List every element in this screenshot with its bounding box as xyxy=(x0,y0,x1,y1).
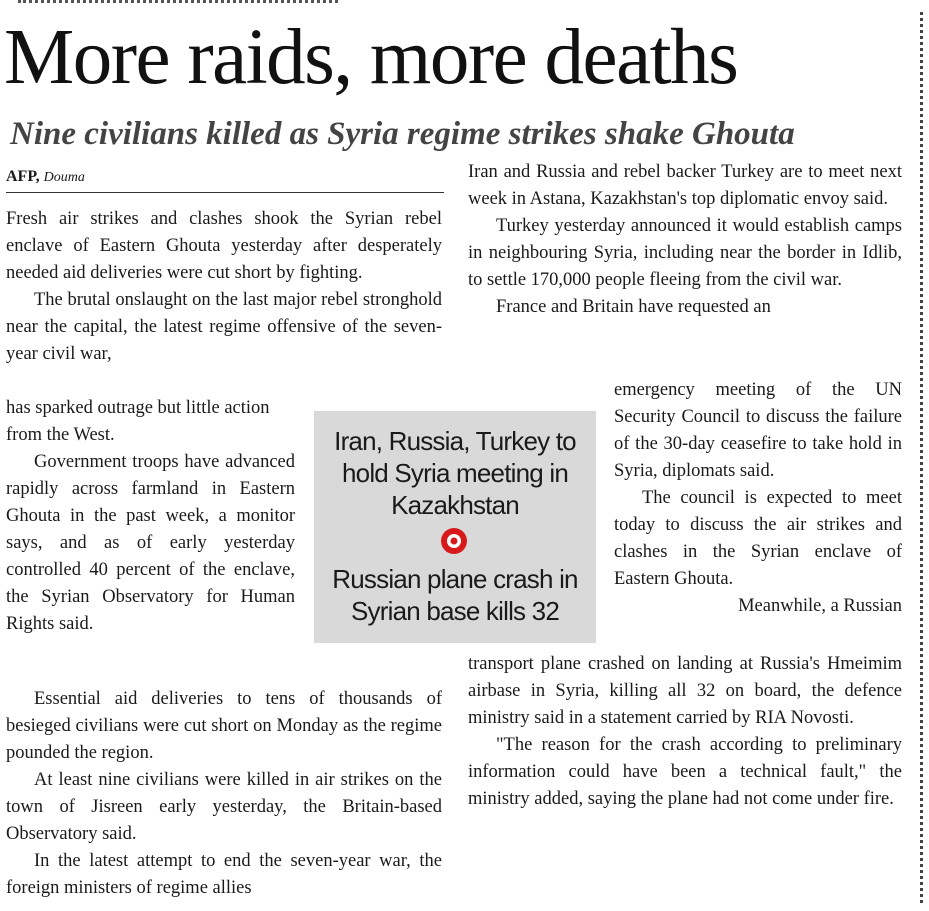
related-story-2[interactable]: Russian plane crash in Syrian base kills 32 xyxy=(332,564,578,626)
top-dotted-rule xyxy=(18,0,338,3)
paragraph: At least nine civilians were killed in air strikes on the town of Jisreen early yesterday, the Britain-based Observatory said. xyxy=(6,770,442,844)
paragraph: has sparked outrage but little action from the West. xyxy=(6,398,270,445)
target-icon xyxy=(439,526,469,556)
column-1-wrap xyxy=(6,395,295,638)
byline xyxy=(6,166,85,189)
paragraph: Meanwhile, a Russian xyxy=(738,596,902,616)
column-1-bottom xyxy=(6,686,442,902)
paragraph: "The reason for the crash according to preliminary information could have been a technical fault," the ministry added, saying the plane had not come under fire. xyxy=(468,735,902,809)
paragraph: emergency meeting of the UN Security Council to discuss the failure of the 30-day ceasefire to take hold in Syria, diplomats said. xyxy=(614,380,902,481)
paragraph: Turkey yesterday announced it would establish camps in neighbouring Syria, including near the border in Idlib, to settle 170,000 people fleeing from the civil war. xyxy=(468,216,902,290)
paragraph: The brutal onslaught on the last major rebel stronghold near the capital, the latest regime offensive of the seven-year civil war, xyxy=(6,290,442,364)
byline-place: Douma xyxy=(43,170,85,185)
column-2-bottom xyxy=(468,651,902,813)
column-1-top xyxy=(6,206,442,368)
paragraph: The council is expected to meet today to discuss the air strikes and clashes in the Syrian enclave of Eastern Ghouta. xyxy=(614,488,902,589)
headline: More raids, more deaths xyxy=(4,14,738,101)
paragraph: Government troops have advanced rapidly across farmland in Eastern Ghouta in the past week, a monitor says, and as of early yesterday controlled 40 percent of the enclave, the Syrian Observatory for Human Rights said. xyxy=(6,452,295,634)
column-2-top xyxy=(468,159,902,321)
byline-rule xyxy=(6,192,444,193)
paragraph: Fresh air strikes and clashes shook the Syrian rebel enclave of Eastern Ghouta yesterday after desperately needed aid deliveries were cut short by fighting. xyxy=(6,209,442,283)
paragraph: France and Britain have requested an xyxy=(496,297,771,317)
byline-agency: AFP, xyxy=(6,168,40,185)
column-2-wrap xyxy=(614,377,902,620)
paragraph: Essential aid deliveries to tens of thousands of besieged civilians were cut short on Monday as the regime pounded the region. xyxy=(6,689,442,763)
paragraph: Iran and Russia and rebel backer Turkey are to meet next week in Astana, Kazakhstan's top diplomatic envoy said. xyxy=(468,162,902,209)
paragraph: In the latest attempt to end the seven-year war, the foreign ministers of regime allies xyxy=(6,851,442,898)
related-story-1[interactable]: Iran, Russia, Turkey to hold Syria meeting in Kazakhstan xyxy=(334,426,576,520)
column-dotted-rule xyxy=(920,12,923,903)
paragraph: transport plane crashed on landing at Russia's Hmeimim airbase in Syria, killing all 32 on board, the defence ministry said in a statement carried by RIA Novosti. xyxy=(468,654,902,728)
subheadline: Nine civilians killed as Syria regime strikes shake Ghouta xyxy=(10,116,795,152)
related-stories-box xyxy=(314,411,596,643)
